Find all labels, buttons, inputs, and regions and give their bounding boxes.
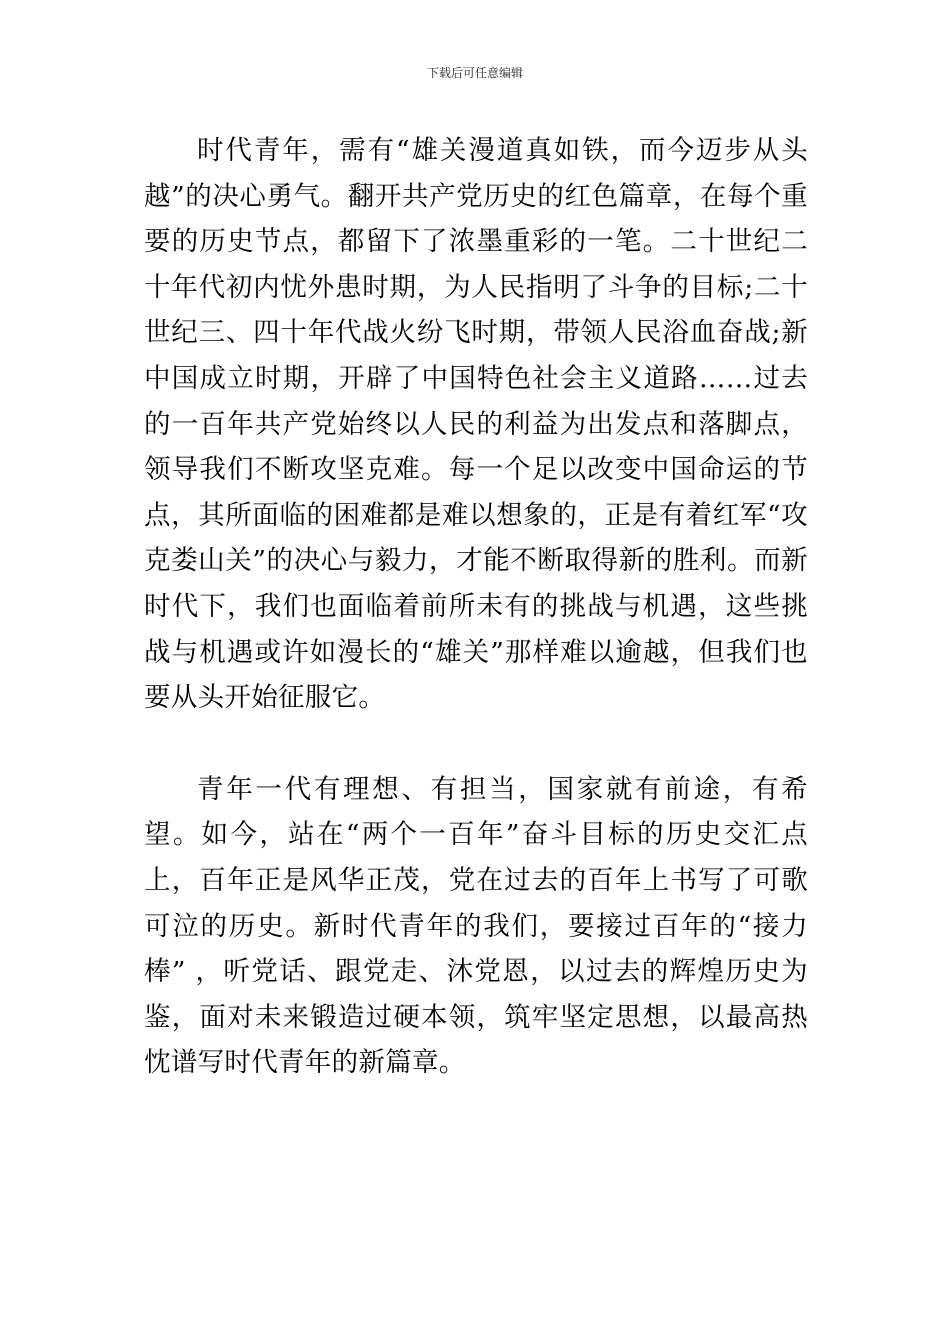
document-body (144, 128, 808, 1086)
header-note: 下载后可任意编辑 (426, 66, 523, 80)
paragraph-1: 时代青年，需有“雄关漫道真如铁，而今迈步从头越”的决心勇气。翻开共产党历史的红色篇章，在每个重要的历史节点，都留下了浓墨重彩的一笔。二十世纪二十年代初内忧外患时期，为人民指明了斗争的目标;二十世纪三、四十年代战火纷飞时期，带领人民浴血奋战;新中国成立时期，开辟了中国特色社会主义道路……过去的一百年共产党始终以人民的利益为出发点和落脚点，领导我们不断攻坚克难。每一个足以改变中国命运的节点，其所面临的困难都是难以想象的，正是有着红军“攻克娄山关”的决心与毅力，才能不断取得新的胜利。而新时代下，我们也面临着前所未有的挑战与机遇，这些挑战与机遇或许如漫长的“雄关”那样难以逾越，但我们也要从头开始征服它。 (144, 135, 808, 714)
paragraph-2: 青年一代有理想、有担当，国家就有前途，有希望。如今，站在“两个一百年”奋斗目标的历史交汇点上，百年正是风华正茂，党在过去的百年上书写了可歌可泣的历史。新时代青年的我们，要接过百年的“接力棒” ，听党话、跟党走、沐党恩，以过去的辉煌历史为鉴，面对未来锻造过硬本领，筑牢坚定思想，以最高热忱谱写时代青年的新篇章。 (144, 773, 808, 1079)
